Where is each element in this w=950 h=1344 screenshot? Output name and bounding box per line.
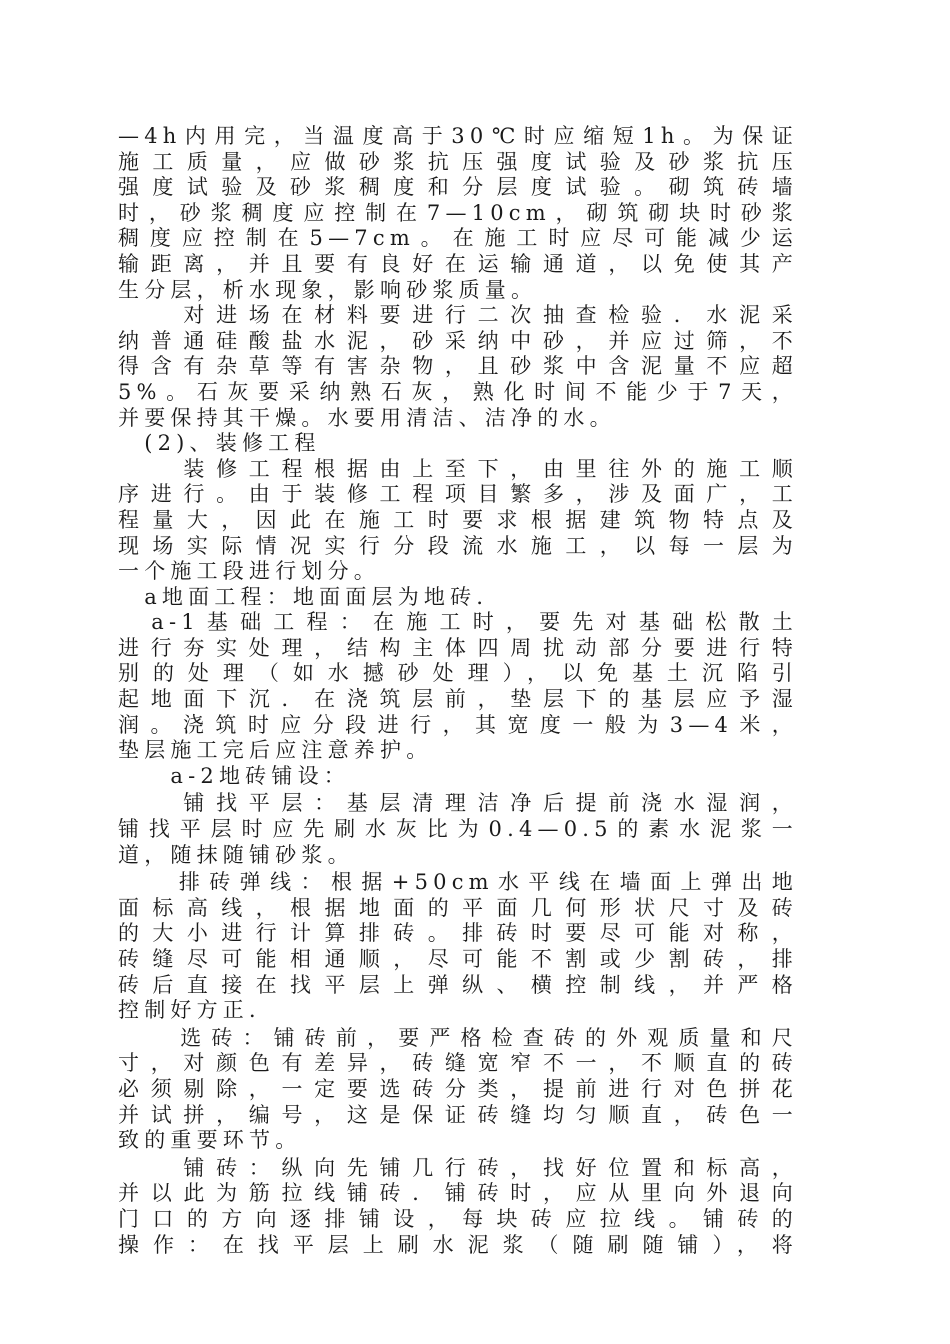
text-line: 得含有杂草等有害杂物，且砂浆中含泥量不应超 xyxy=(118,354,798,379)
text-line: 并试拼，编号，这是保证砖缝均匀顺直，砖色一 xyxy=(118,1102,798,1127)
text-line: 起地面下沉．在浇筑层前，垫层下的基层应予湿 xyxy=(118,687,798,712)
text-line: 寸，对颜色有差异，砖缝宽窄不一，不顺直的砖 xyxy=(118,1051,798,1076)
text-line: 稠度应控制在5—7cm。在施工时应尽可能减少运 xyxy=(118,226,798,251)
text-line: 5%。石灰要采纳熟石灰，熟化时间不能少于7天， xyxy=(118,379,798,404)
text-line: 强度试验及砂浆稠度和分层度试验。砌筑砖墙 xyxy=(118,175,798,200)
subsection-heading: a-2地砖铺设： xyxy=(118,763,350,788)
text-line: 道，随抹随铺砂浆。 xyxy=(118,842,354,867)
text-line: 施工质量，应做砂浆抗压强度试验及砂浆抗压 xyxy=(118,149,798,174)
text-line: 别的处理（如水撼砂处理），以免基土沉陷引 xyxy=(118,661,798,686)
body-text xyxy=(118,124,798,1258)
text-line: —4h内用完，当温度高于30℃时应缩短1h。为保证 xyxy=(118,124,798,148)
text-line: 并以此为筋拉线铺砖．铺砖时，应从里向外退向 xyxy=(118,1181,798,1206)
subsection-heading: a地面工程：地面面层为地砖． xyxy=(118,584,503,609)
text-line: 纳普通硅酸盐水泥，砂采纳中砂，并应过筛，不 xyxy=(118,328,798,353)
text-line: 生分层，析水现象，影响砂浆质量。 xyxy=(118,277,538,302)
text-line: 铺找平层时应先刷水灰比为0.4—0.5的素水泥浆一 xyxy=(118,817,798,842)
section-heading: (2)、装修工程 xyxy=(118,431,321,456)
text-line: 排砖弹线：根据+50cm水平线在墙面上弹出地 xyxy=(118,870,798,895)
text-line: 致的重要环节。 xyxy=(118,1128,302,1153)
text-line: 对进场在材料要进行二次抽查检验．水泥采 xyxy=(118,303,798,328)
text-line: 铺找平层：基层清理洁净后提前浇水湿润， xyxy=(118,791,798,816)
text-line: 门口的方向逐排铺设，每块砖应拉线。铺砖的 xyxy=(118,1206,798,1231)
text-line: 操作：在找平层上刷水泥浆（随刷随铺），将 xyxy=(118,1232,798,1257)
text-line: 面标高线，根据地面的平面几何形状尺寸及砖 xyxy=(118,895,798,920)
text-line: 必须剔除，一定要选砖分类，提前进行对色拼花 xyxy=(118,1076,798,1101)
text-line: 时，砂浆稠度应控制在7—10cm，砌筑砌块时砂浆 xyxy=(118,200,798,225)
text-line: 并要保持其干燥。水要用清洁、洁净的水。 xyxy=(118,405,616,430)
text-line: 装修工程根据由上至下，由里往外的施工顺 xyxy=(118,456,798,481)
text-line: 输距离，并且要有良好在运输通道，以免使其产 xyxy=(118,251,798,276)
text-line: 进行夯实处理，结构主体四周扰动部分要进行特 xyxy=(118,635,798,660)
text-line: 选砖：铺砖前，要严格检查砖的外观质量和尺 xyxy=(118,1025,798,1050)
text-line: 的大小进行计算排砖。排砖时要尽可能对称， xyxy=(118,921,798,946)
text-line: 序进行。由于装修工程项目繁多，涉及面广，工 xyxy=(118,482,798,507)
text-line: 砖缝尽可能相通顺，尽可能不割或少割砖，排 xyxy=(118,947,798,971)
text-line: 铺砖：纵向先铺几行砖，找好位置和标高， xyxy=(118,1155,798,1180)
text-line: 现场实际情况实行分段流水施工，以每一层为 xyxy=(118,533,798,558)
text-line: 控制好方正． xyxy=(118,998,276,1023)
text-line: 砖后直接在找平层上弹纵、横控制线，并严格 xyxy=(118,972,798,997)
text-line: 润。浇筑时应分段进行，其宽度一般为3—4米， xyxy=(118,712,798,737)
text-line: 程量大，因此在施工时要求根据建筑物特点及 xyxy=(118,507,798,532)
text-line: a-1基础工程：在施工时，要先对基础松散土 xyxy=(118,610,798,635)
text-line: 垫层施工完后应注意养护。 xyxy=(118,738,433,763)
text-line: 一个施工段进行划分。 xyxy=(118,559,380,584)
